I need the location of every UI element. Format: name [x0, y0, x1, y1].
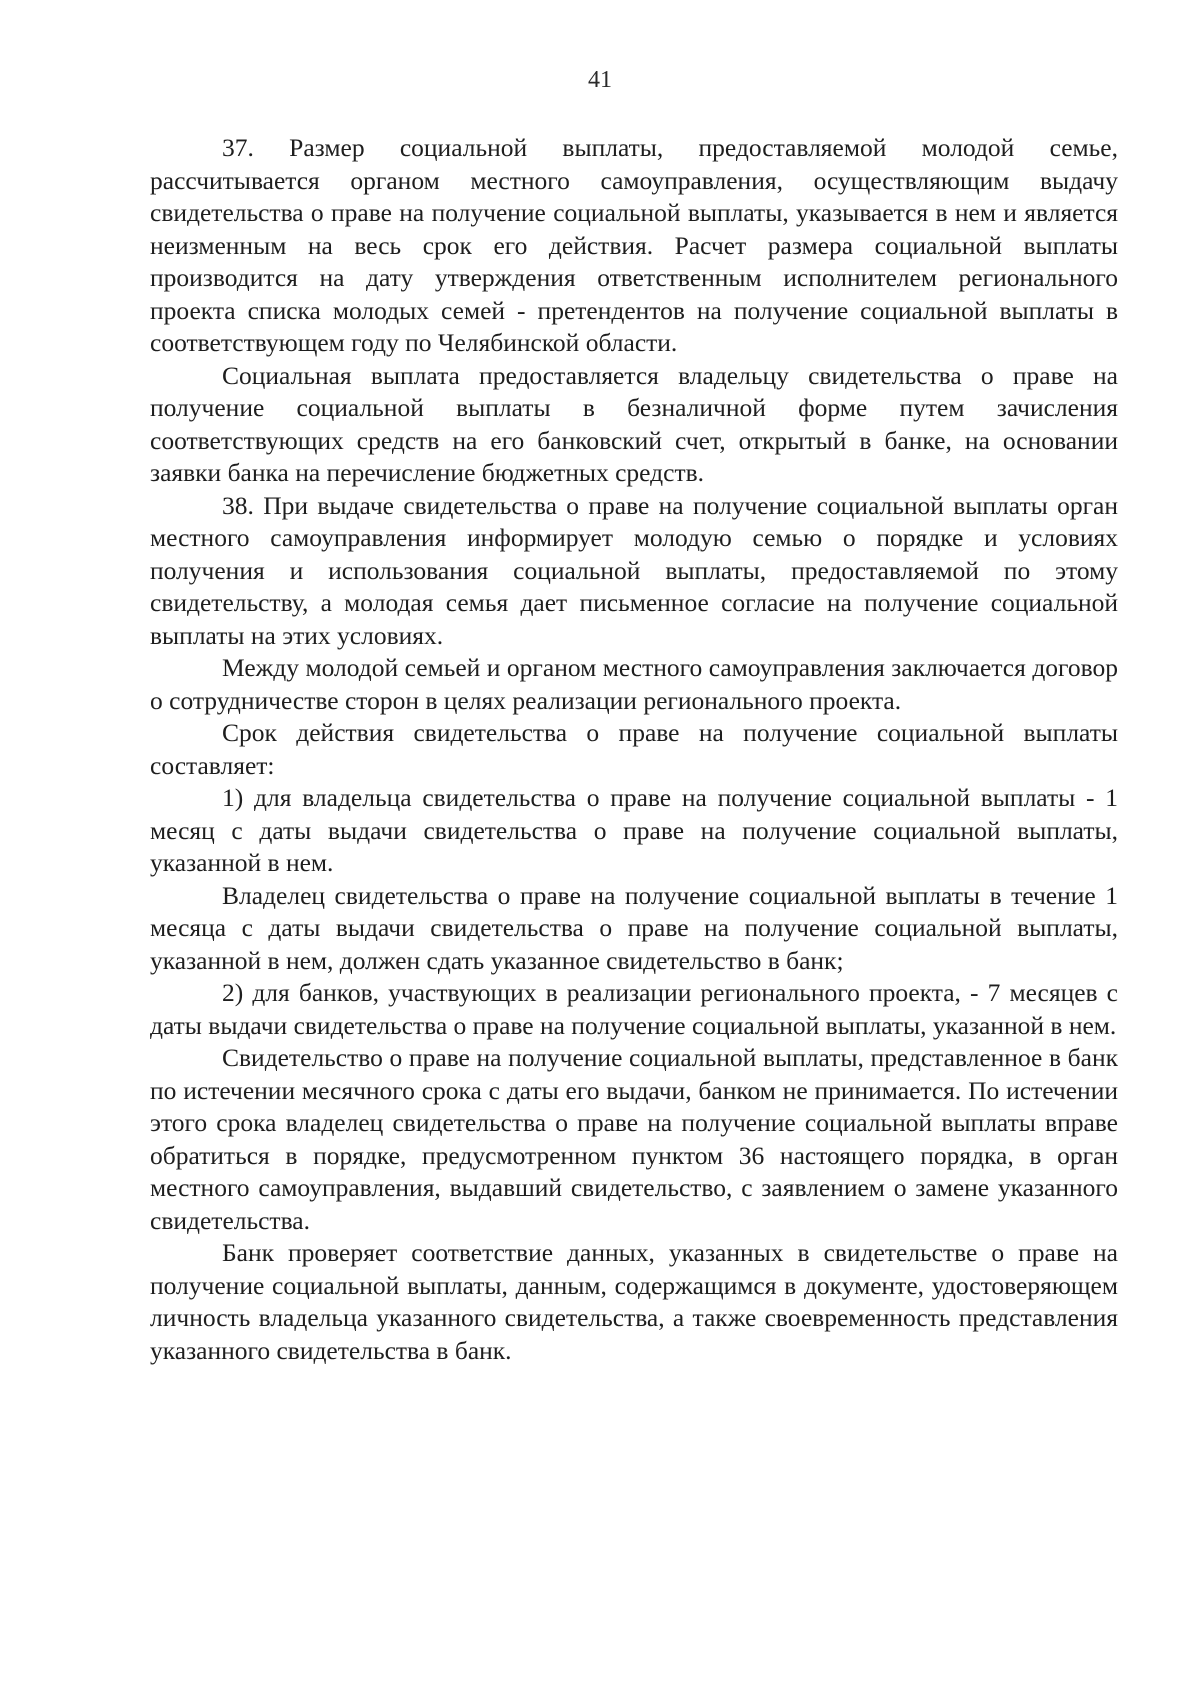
- paragraph-validity-owner: 1) для владельца свидетельства о праве на получение социальной выплаты - 1 месяц с даты выдачи свидетельства о праве на получение социальной выплаты, указанной в нем.: [150, 783, 1118, 877]
- page-number: 41: [588, 67, 612, 93]
- paragraph-cooperation-agreement: Между молодой семьей и органом местного самоуправления заключается договор о сотрудничестве сторон в целях реализации регионального проекта.: [150, 653, 1118, 715]
- paragraph-owner-obligation: Владелец свидетельства о праве на получение социальной выплаты в течение 1 месяца с даты выдачи свидетельства о праве на получение социальной выплаты, указанной в нем, должен сдать указанное свидетельство в банк;: [150, 880, 1118, 975]
- paragraph-validity-banks: 2) для банков, участвующих в реализации регионального проекта, - 7 месяцев с даты выдачи свидетельства о праве на получение социальной выплаты, указанной в нем.: [150, 978, 1118, 1040]
- paragraph-expired-certificate: Свидетельство о праве на получение социальной выплаты, представленное в банк по истечении месячного срока с даты его выдачи, банком не принимается. По истечении этого срока владелец свидетельства о праве на получение социальной выплаты вправе обратиться в порядке, предусмотренном пунктом 36 настоящего порядка, в орган местного самоуправления, выдавший свидетельство, с заявлением о замене указанного свидетельства.: [150, 1043, 1118, 1235]
- paragraph-38-certificate-issue: 38. При выдаче свидетельства о праве на получение социальной выплаты орган местного самоуправления информирует молодую семью о порядке и условиях получения и использования социальной выплаты, предоставляемой по этому свидетельству, а молодая семья дает письменное согласие на получение социальной выплаты на этих условиях.: [150, 490, 1118, 650]
- paragraph-payment-transfer: Социальная выплата предоставляется владельцу свидетельства о праве на получение социальной выплаты в безналичной форме путем зачисления соответствующих средств на его банковский счет, открытый в банке, на основании заявки банка на перечисление бюджетных средств.: [150, 360, 1118, 487]
- paragraph-bank-verification: Банк проверяет соответствие данных, указанных в свидетельстве о праве на получение социальной выплаты, данным, содержащимся в документе, удостоверяющем личность владельца указанного свидетельства, а также своевременность представления указанного свидетельства в банк.: [150, 1238, 1118, 1365]
- document-body: [150, 132, 1118, 1367]
- paragraph-37-payment-size: 37. Размер социальной выплаты, предоставляемой молодой семье, рассчитывается органом местного самоуправления, осуществляющим выдачу свидетельства о праве на получение социальной выплаты, указывается в нем и является неизменным на весь срок его действия. Расчет размера социальной выплаты производится на дату утверждения ответственным исполнителем регионального проекта списка молодых семей - претендентов на получение социальной выплаты в соответствующем году по Челябинской области.: [150, 133, 1118, 357]
- paragraph-validity-period: Срок действия свидетельства о праве на получение социальной выплаты составляет:: [150, 718, 1118, 780]
